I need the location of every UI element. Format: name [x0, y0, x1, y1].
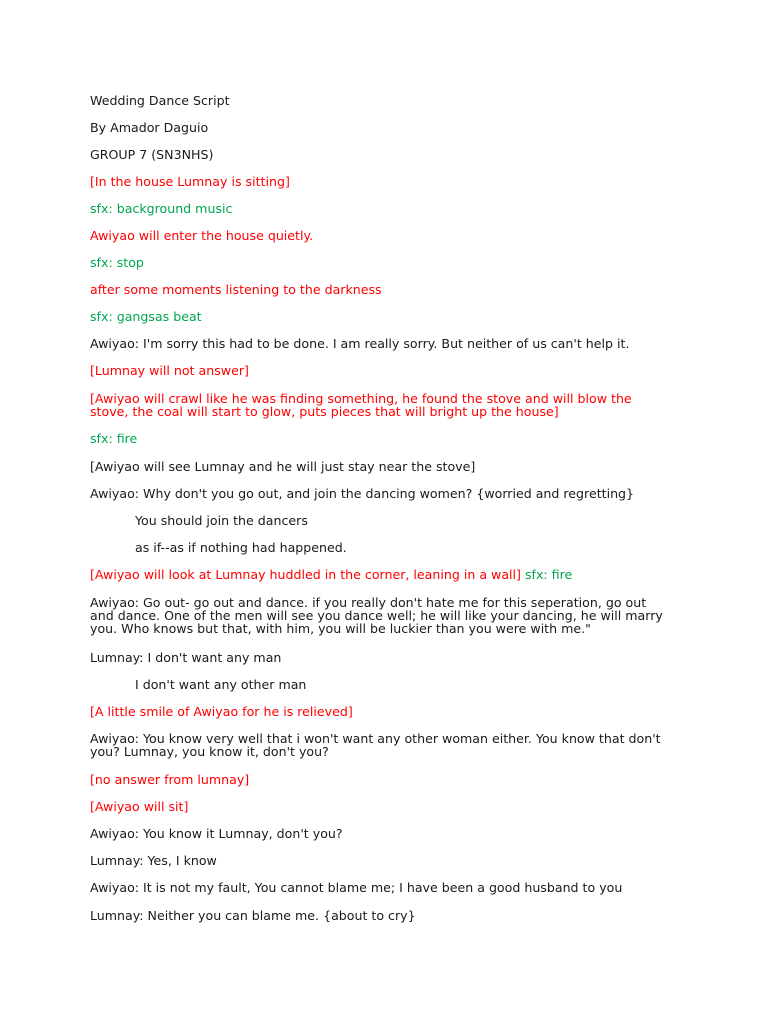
stage-direction: after some moments listening to the darkness — [90, 282, 382, 297]
author-line: By Amador Daguio — [90, 120, 209, 135]
stage-direction: [In the house Lumnay is sitting] — [90, 174, 290, 189]
sound-effect: sfx: background music — [90, 201, 233, 216]
dialogue-line: Lumnay: Neither you can blame me. {about to cry} — [90, 908, 416, 923]
stage-direction: [Awiyao will look at Lumnay huddled in the corner, leaning in a wall] — [90, 567, 521, 582]
dialogue-line: Lumnay: I don't want any man — [90, 650, 282, 665]
stage-direction: [Awiyao will see Lumnay and he will just stay near the stove] — [90, 459, 476, 474]
dialogue-line-continued: as if--as if nothing had happened. — [135, 540, 347, 555]
stage-direction-row — [90, 568, 572, 581]
dialogue-line: Awiyao: Go out- go out and dance. if you really don't hate me for this seperation, go out and dance. One of the men will see you dance well; he will like your dancing, he will marry you. Who knows but that, with him, you will be luckier than you were with me." — [90, 595, 663, 636]
group-line: GROUP 7 (SN3NHS) — [90, 147, 214, 162]
sound-effect: sfx: fire — [524, 567, 573, 582]
stage-direction: [Lumnay will not answer] — [90, 363, 249, 378]
dialogue-line: Awiyao: It is not my fault, You cannot blame me; I have been a good husband to you — [90, 880, 623, 895]
dialogue-line: Lumnay: Yes, I know — [90, 853, 217, 868]
dialogue-line-continued: You should join the dancers — [135, 513, 308, 528]
dialogue-line-continued: I don't want any other man — [135, 677, 307, 692]
dialogue-line: Awiyao: Why don't you go out, and join the dancing women? {worried and regretting} — [90, 486, 635, 501]
sound-effect: sfx: fire — [90, 431, 138, 446]
dialogue-line: Awiyao: You know it Lumnay, don't you? — [90, 826, 343, 841]
stage-direction: [A little smile of Awiyao for he is relieved] — [90, 704, 353, 719]
stage-direction: [Awiyao will sit] — [90, 799, 189, 814]
stage-direction: Awiyao will enter the house quietly. — [90, 228, 314, 243]
sound-effect: sfx: stop — [90, 255, 144, 270]
dialogue-line: Awiyao: I'm sorry this had to be done. I am really sorry. But neither of us can't help it. — [90, 336, 630, 351]
stage-direction: [Awiyao will crawl like he was finding something, he found the stove and will blow the stove, the coal will start to glow, puts pieces that will bright up the house] — [90, 391, 632, 419]
dialogue-line: Awiyao: You know very well that i won't want any other woman either. You know that don't you? Lumnay, you know it, don't you? — [90, 731, 661, 759]
sound-effect: sfx: gangsas beat — [90, 309, 202, 324]
document-title: Wedding Dance Script — [90, 93, 230, 108]
stage-direction: [no answer from lumnay] — [90, 772, 250, 787]
